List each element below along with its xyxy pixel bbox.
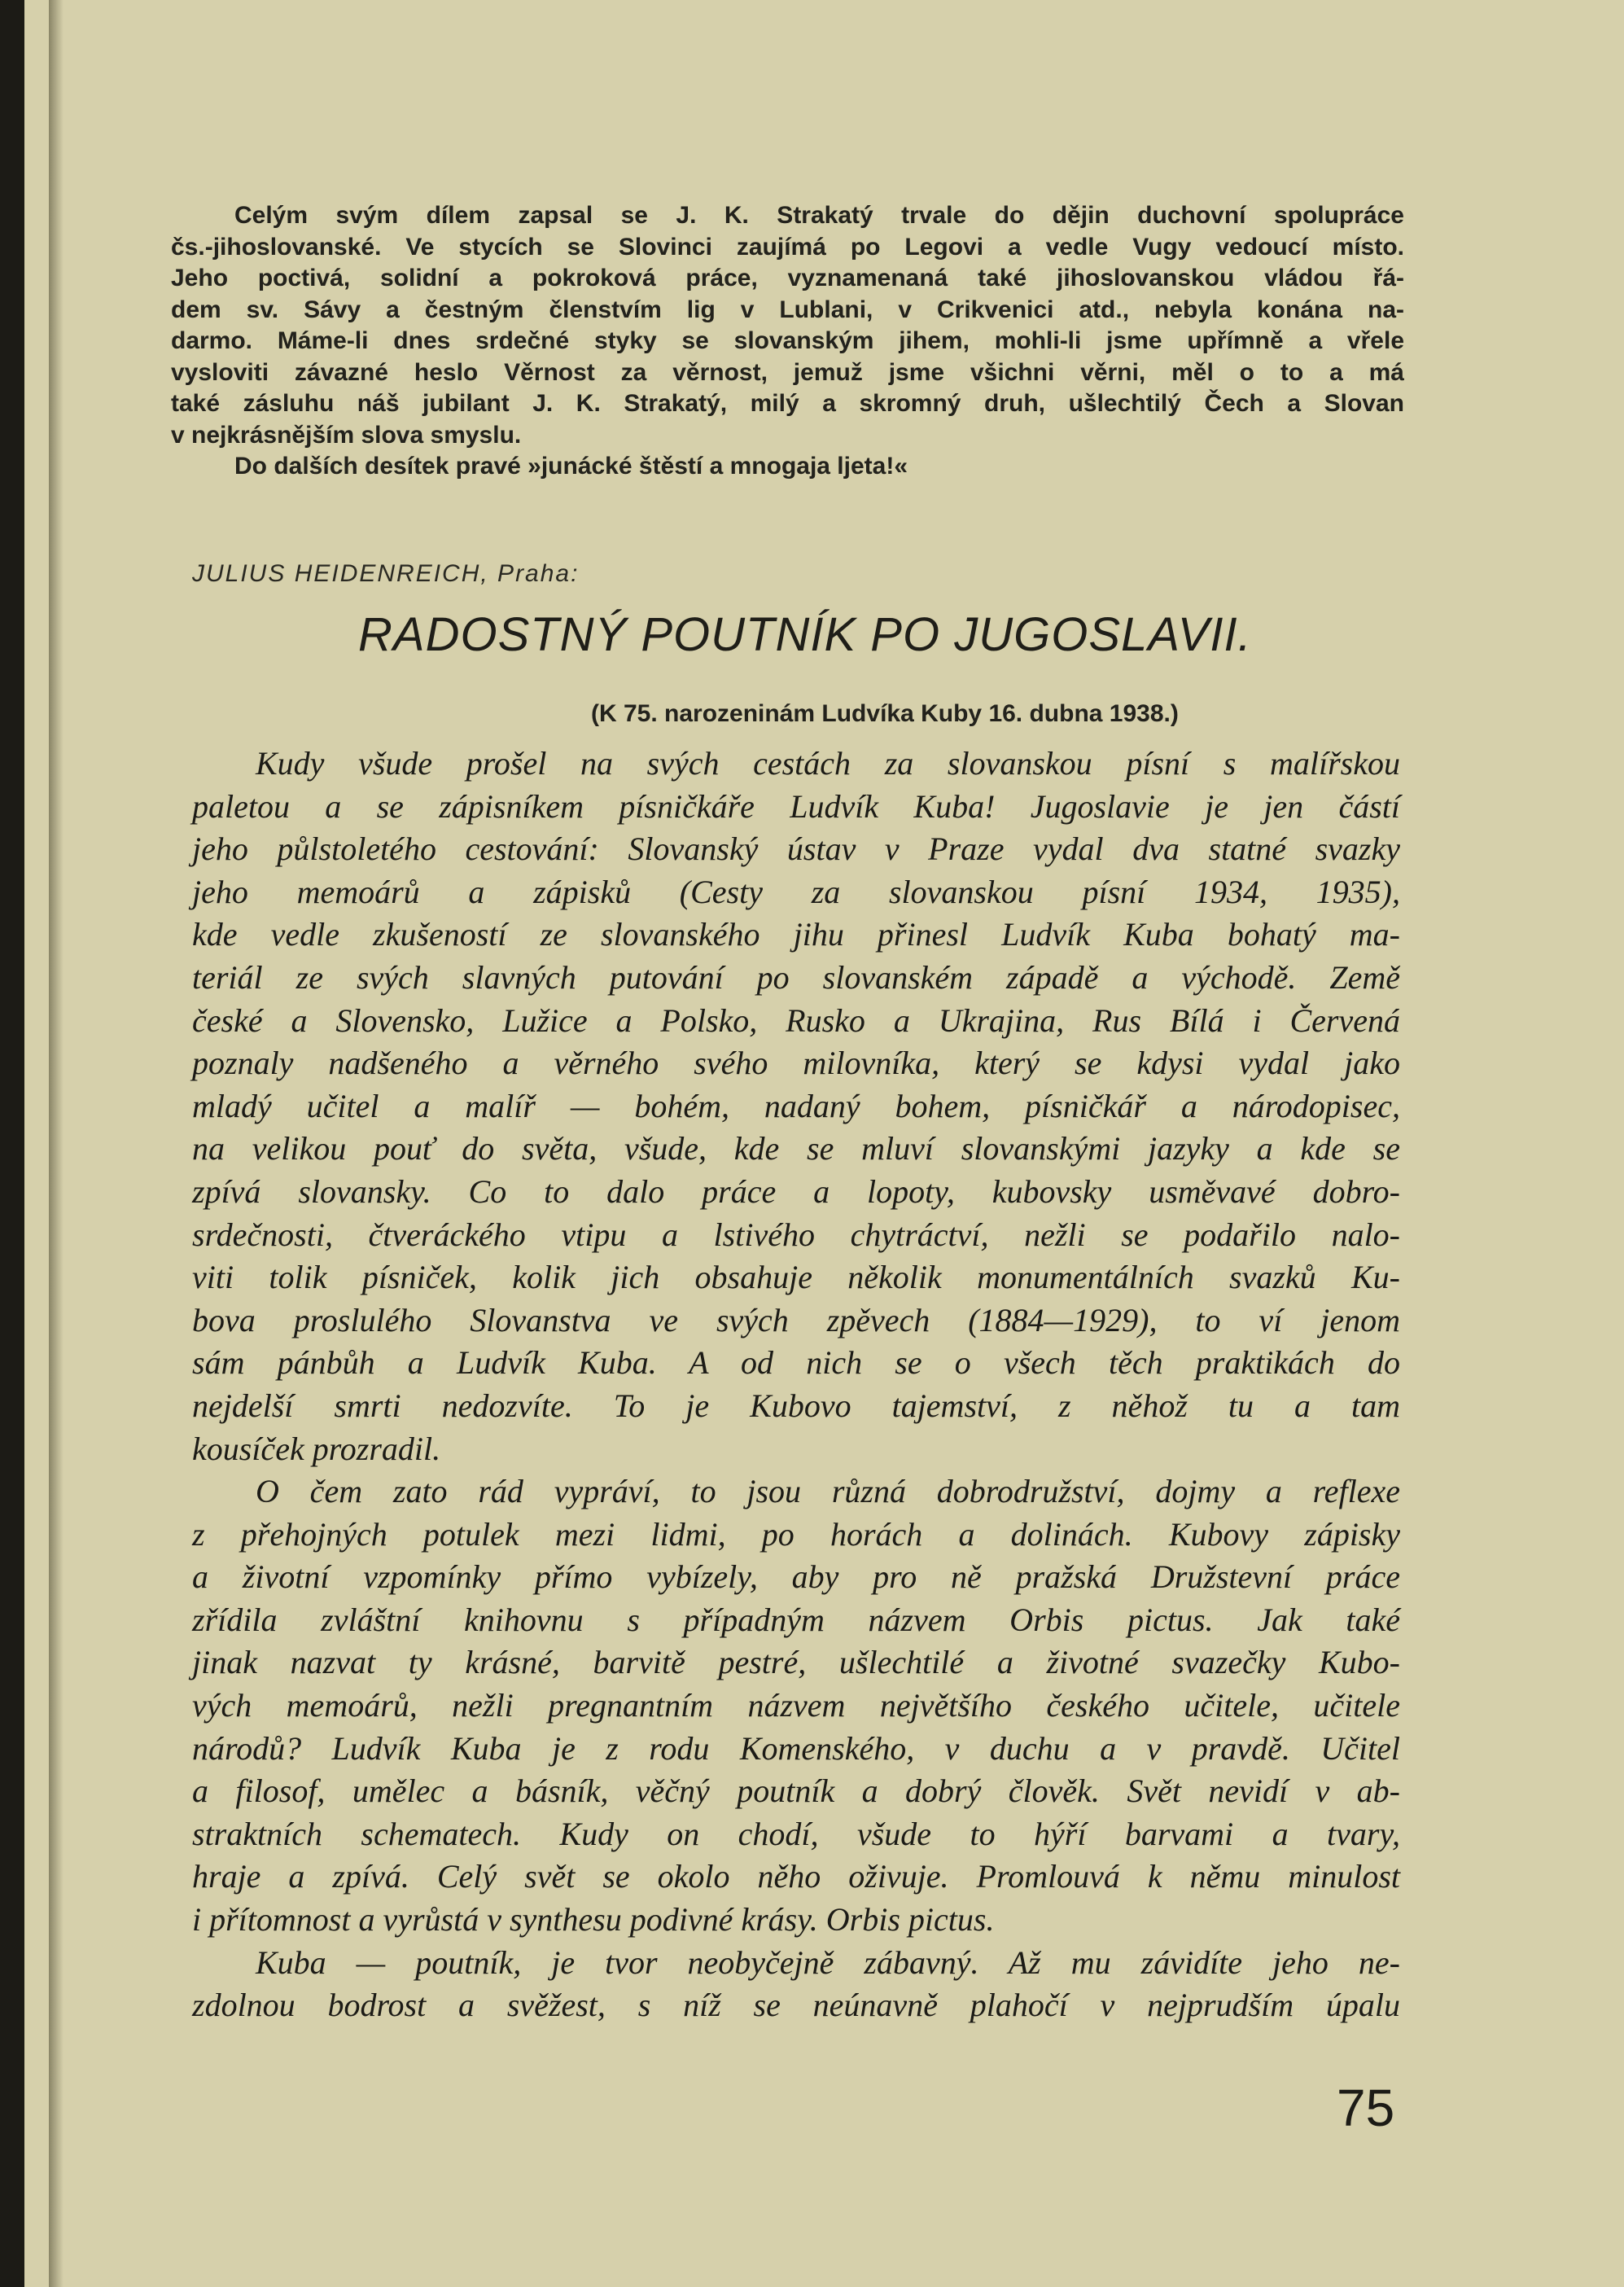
intro-line: také zásluhu náš jubilant J. K. Strakatý, milý a skromný druh, ušlechtilý Čech a Slovan xyxy=(171,390,1404,417)
article-line: zdolnou bodrost a svěžest, s níž se neúnavně plahočí v nejprudším úpalu xyxy=(192,1987,1400,2024)
article-line: hraje a zpívá. Celý svět se okolo něho oživuje. Promlouvá k němu minulost xyxy=(192,1858,1400,1895)
article-body xyxy=(192,743,1400,2027)
article-line: jeho půlstoletého cestování: Slovanský ústav v Praze vydal dva statné svazky xyxy=(192,830,1400,868)
article-title: RADOSTNÝ POUTNÍK PO JUGOSLAVII. xyxy=(358,608,1252,661)
article-line: straktních schematech. Kudy on chodí, všude to hýří barvami a tvary, xyxy=(192,1815,1400,1852)
page-spine xyxy=(49,0,63,2287)
intro-line: vysloviti závazné heslo Věrnost za věrnost, jemuž jsme všichni věrni, měl o to a má xyxy=(171,358,1404,386)
intro-closing-line: Do dalších desítek pravé »junácké štěstí a mnogaja ljeta!« xyxy=(234,453,908,480)
article-line: teriál ze svých slavných putování po slovanském západě a východě. Země xyxy=(192,958,1400,996)
article-line: poznaly nadšeného a věrného svého milovníka, který se kdysi vydal jako xyxy=(192,1045,1400,1082)
article-line: Kudy všude prošel na svých cestách za slovanskou písní s malířskou xyxy=(256,745,1400,782)
article-line: nejdelší smrti nedozvíte. To je Kubovo tajemství, z něhož tu a tam xyxy=(192,1387,1400,1424)
article-line: zřídila zvláštní knihovnu s případným názvem Orbis pictus. Jak také xyxy=(192,1601,1400,1638)
page-number: 75 xyxy=(1337,2079,1395,2137)
article-paragraph xyxy=(192,1942,1400,2027)
article-line: z přehojných potulek mezi lidmi, po horách a dolinách. Kubovy zápisky xyxy=(192,1515,1400,1553)
article-line: srdečnosti, čtveráckého vtipu a lstivého chytráctví, nežli se podařilo nalo- xyxy=(192,1216,1400,1253)
article-line: i přítomnost a vyrůstá v synthesu podivné krásy. Orbis pictus. xyxy=(192,1901,995,1939)
article-subtitle: (K 75. narozeninám Ludvíka Kuby 16. dubna 1938.) xyxy=(591,700,1179,727)
intro-line: Jeho poctivá, solidní a pokroková práce, vyznamenaná také jihoslovanskou vládou řá- xyxy=(171,265,1404,291)
article-line: na velikou pouť do světa, všude, kde se mluví slovanskými jazyky a kde se xyxy=(192,1130,1400,1168)
article-line: české a Slovensko, Lužice a Polsko, Rusko a Ukrajina, Rus Bílá i Červená xyxy=(192,1001,1400,1039)
article-line: bova proslulého Slovanstva ve svých zpěvech (1884—1929), to ví jenom xyxy=(192,1301,1400,1338)
article-author: JULIUS HEIDENREICH, Praha: xyxy=(192,560,580,587)
article-line: národů? Ludvík Kuba je z rodu Komenského, v duchu a v pravdě. Učitel xyxy=(192,1729,1400,1767)
intro-line: čs.-jihoslovanské. Ve stycích se Slovinci zaujímá po Legovi a vedle Vugy vedoucí místo. xyxy=(171,233,1404,261)
article-line: viti tolik písniček, kolik jich obsahuje několik monumentálních svazků Ku- xyxy=(192,1259,1400,1296)
article-paragraph xyxy=(192,743,1400,1470)
article-paragraph xyxy=(192,1470,1400,1942)
article-line: Kuba — poutník, je tvor neobyčejně zábavný. Až mu závidíte jeho ne- xyxy=(256,1943,1400,1981)
article-line: mladý učitel a malíř — bohém, nadaný bohem, písničkář a národopisec, xyxy=(192,1087,1400,1124)
intro-line: dem sv. Sávy a čestným členstvím lig v Lublani, v Crikvenici atd., nebyla konána na- xyxy=(171,296,1404,323)
article-line: sám pánbůh a Ludvík Kuba. A od nich se o všech těch praktikách do xyxy=(192,1344,1400,1382)
intro-line: darmo. Máme-li dnes srdečné styky se slovanským jihem, mohli-li jsme upřímně a vřele xyxy=(171,327,1404,354)
article-line: paletou a se zápisníkem písničkáře Ludvík Kuba! Jugoslavie je jen částí xyxy=(192,787,1400,825)
intro-section xyxy=(171,200,1404,483)
article-line: a filosof, umělec a básník, věčný poutník a dobrý člověk. Svět nevidí v ab- xyxy=(192,1772,1400,1810)
article-line: kousíček prozradil. xyxy=(192,1430,441,1467)
article-line: O čem zato rád vypráví, to jsou různá dobrodružství, dojmy a reflexe xyxy=(256,1473,1400,1510)
intro-line: v nejkrásnějším slova smyslu. xyxy=(171,421,522,449)
intro-paragraph xyxy=(171,200,1404,451)
article-line: jeho memoárů a zápisků (Cesty za slovanskou písní 1934, 1935), xyxy=(192,873,1400,910)
intro-line: Celým svým dílem zapsal se J. K. Strakatý trvale do dějin duchovní spolupráce xyxy=(234,202,1404,229)
article-line: a životní vzpomínky přímo vybízely, aby pro ně pražská Družstevní práce xyxy=(192,1558,1400,1596)
article-line: zpívá slovansky. Co to dalo práce a lopoty, kubovsky usměvavé dobro- xyxy=(192,1172,1400,1210)
article-line: jinak nazvat ty krásné, barvitě pestré, ušlechtilé a životné svazečky Kubo- xyxy=(192,1644,1400,1681)
article-line: vých memoárů, nežli pregnantním názvem největšího českého učitele, učitele xyxy=(192,1687,1400,1724)
article-line: kde vedle zkušeností ze slovanského jihu přinesl Ludvík Kuba bohatý ma- xyxy=(192,916,1400,953)
